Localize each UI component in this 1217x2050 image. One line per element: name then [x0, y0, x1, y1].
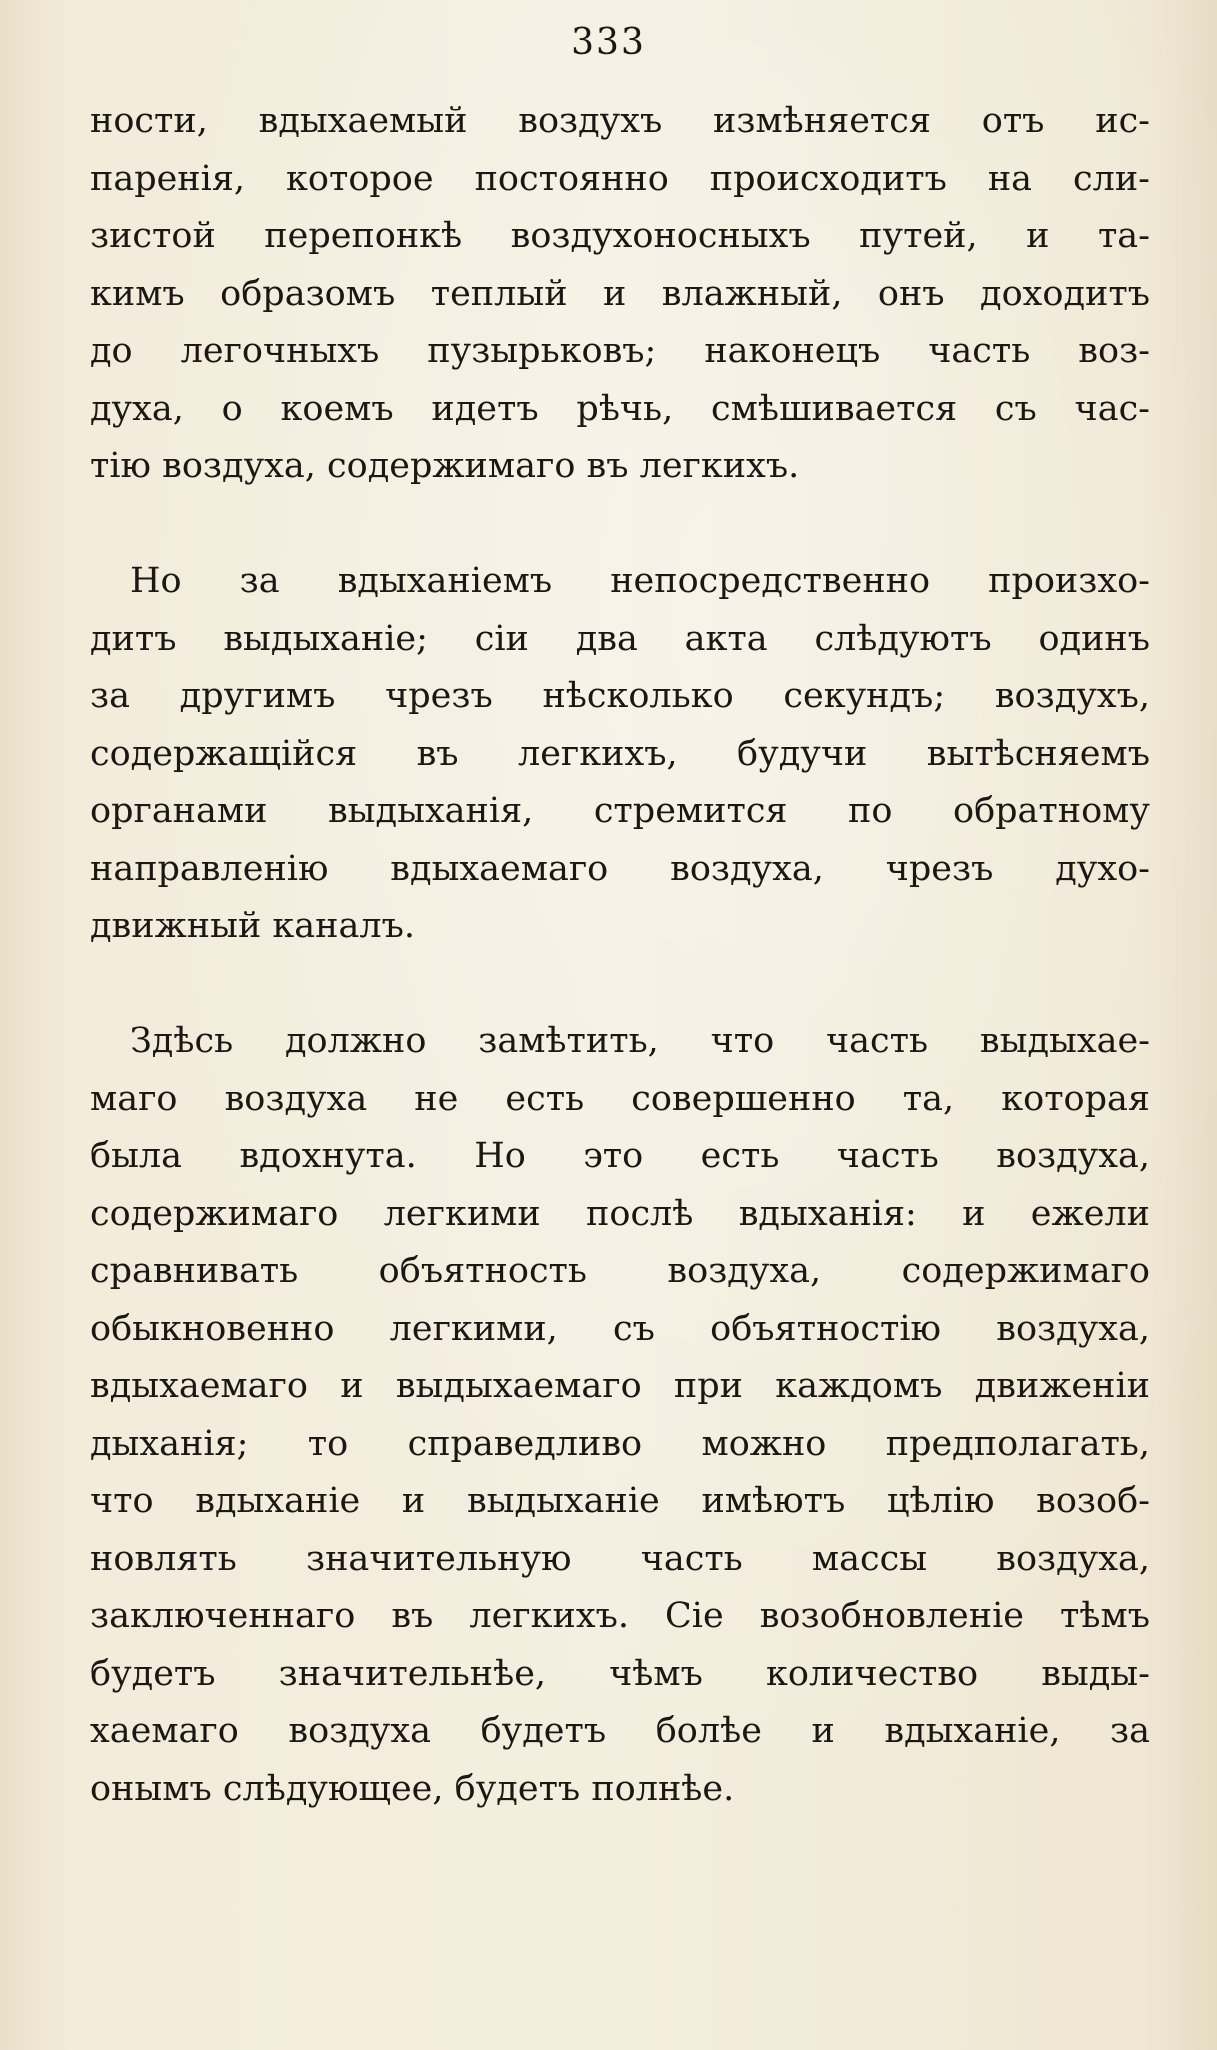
text-line: органами выдыханія, стремится по обратному	[90, 791, 1150, 831]
paragraph-gap	[90, 956, 1150, 1014]
text-line: дыханія; то справедливо можно предполагать,	[90, 1423, 1150, 1464]
text-line: что вдыханіе и выдыханіе имѣютъ цѣлію возоб-	[90, 1481, 1150, 1521]
paragraph-gap	[90, 496, 1150, 554]
text-line: заключеннаго въ легкихъ. Сіе возобновленіе тѣмъ	[90, 1596, 1150, 1636]
text-line: ности, вдыхаемый воздухъ измѣняется отъ ис-	[90, 101, 1150, 141]
page-text	[90, 93, 1150, 1818]
page-number: 333	[571, 22, 646, 63]
text-line: вдыхаемаго и выдыхаемаго при каждомъ движеніи	[90, 1366, 1150, 1406]
text-line: дитъ выдыханіе; сіи два акта слѣдуютъ одинъ	[90, 618, 1150, 659]
text-line: тію воздуха, содержимаго въ легкихъ.	[90, 446, 800, 486]
text-line: Но за вдыханіемъ непосредственно произхо-	[130, 561, 1150, 601]
text-line: до легочныхъ пузырьковъ; наконецъ часть воз-	[90, 331, 1150, 371]
text-line: направленію вдыхаемаго воздуха, чрезъ духо-	[90, 848, 1150, 889]
text-line: была вдохнута. Но это есть часть воздуха,	[90, 1136, 1150, 1176]
text-line: обыкновенно легкими, съ объятностію воздуха,	[90, 1308, 1150, 1349]
text-line: содержащійся въ легкихъ, будучи вытѣсняемъ	[90, 733, 1150, 774]
text-line: новлять значительную часть массы воздуха,	[90, 1538, 1150, 1579]
text-line: сравнивать объятность воздуха, содержимаго	[90, 1251, 1150, 1291]
paragraph-2	[90, 553, 1150, 956]
text-line: паренія, которое постоянно происходитъ на сли-	[90, 158, 1150, 199]
text-line: движный каналъ.	[90, 906, 415, 946]
text-line: будетъ значительнѣе, чѣмъ количество выды-	[90, 1653, 1150, 1694]
paragraph-1	[90, 93, 1150, 496]
text-line: за другимъ чрезъ нѣсколько секундъ; воздухъ,	[90, 676, 1150, 716]
text-line: онымъ слѣдующее, будетъ полнѣе.	[90, 1768, 735, 1809]
text-line: содержимаго легкими послѣ вдыханія: и ежели	[90, 1193, 1150, 1234]
text-line: зистой перепонкѣ воздухоносныхъ путей, и та-	[90, 216, 1150, 256]
text-line: хаемаго воздуха будетъ болѣе и вдыханіе, за	[90, 1711, 1150, 1751]
text-line: маго воздуха не есть совершенно та, которая	[90, 1078, 1150, 1119]
text-line: духа, о коемъ идетъ рѣчь, смѣшивается съ час-	[90, 388, 1150, 429]
text-line: Здѣсь должно замѣтить, что часть выдыхае-	[130, 1021, 1150, 1061]
paragraph-3	[90, 1013, 1150, 1818]
text-line: кимъ образомъ теплый и влажный, онъ доходитъ	[90, 273, 1150, 314]
